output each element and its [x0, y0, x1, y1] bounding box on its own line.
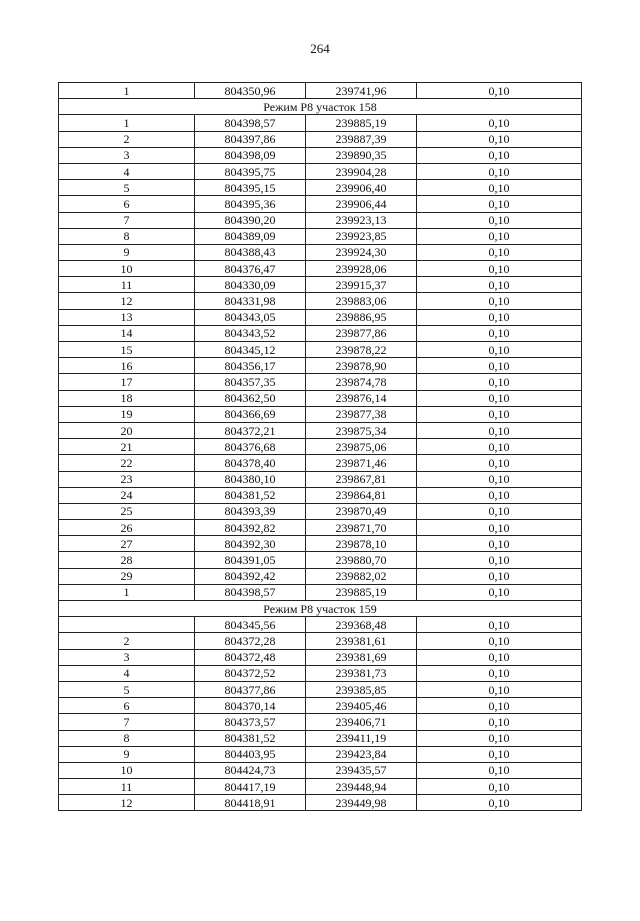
accuracy-cell: 0,10 [417, 649, 582, 665]
y-coordinate-cell: 239928,06 [306, 261, 417, 277]
y-coordinate-cell: 239423,84 [306, 746, 417, 762]
x-coordinate-cell: 804395,75 [195, 163, 306, 179]
x-coordinate-cell: 804357,35 [195, 374, 306, 390]
y-coordinate-cell: 239923,85 [306, 228, 417, 244]
x-coordinate-cell: 804372,48 [195, 649, 306, 665]
table-row [59, 293, 582, 309]
y-coordinate-cell: 239449,98 [306, 795, 417, 811]
table-row [59, 147, 582, 163]
x-coordinate-cell: 804388,43 [195, 244, 306, 260]
y-coordinate-cell: 239448,94 [306, 779, 417, 795]
x-coordinate-cell: 804356,17 [195, 358, 306, 374]
y-coordinate-cell: 239411,19 [306, 730, 417, 746]
point-number-cell: 7 [59, 714, 195, 730]
table-row [59, 422, 582, 438]
accuracy-cell: 0,10 [417, 131, 582, 147]
x-coordinate-cell: 804362,50 [195, 390, 306, 406]
point-number-cell: 1 [59, 83, 195, 99]
x-coordinate-cell: 804372,21 [195, 422, 306, 438]
x-coordinate-cell: 804377,86 [195, 681, 306, 697]
x-coordinate-cell: 804392,82 [195, 520, 306, 536]
accuracy-cell: 0,10 [417, 552, 582, 568]
point-number-cell: 26 [59, 520, 195, 536]
x-coordinate-cell: 804392,30 [195, 536, 306, 552]
y-coordinate-cell: 239381,69 [306, 649, 417, 665]
point-number-cell: 11 [59, 277, 195, 293]
point-number-cell: 1 [59, 115, 195, 131]
point-number-cell: 7 [59, 212, 195, 228]
section-header-row [59, 601, 582, 617]
point-number-cell: 27 [59, 536, 195, 552]
point-number-cell: 23 [59, 471, 195, 487]
point-number-cell: 10 [59, 762, 195, 778]
y-coordinate-cell: 239877,86 [306, 325, 417, 341]
x-coordinate-cell: 804380,10 [195, 471, 306, 487]
table-row [59, 439, 582, 455]
table-row [59, 261, 582, 277]
accuracy-cell: 0,10 [417, 406, 582, 422]
accuracy-cell: 0,10 [417, 180, 582, 196]
x-coordinate-cell: 804372,52 [195, 665, 306, 681]
y-coordinate-cell: 239406,71 [306, 714, 417, 730]
accuracy-cell: 0,10 [417, 228, 582, 244]
x-coordinate-cell: 804424,73 [195, 762, 306, 778]
x-coordinate-cell: 804398,57 [195, 115, 306, 131]
y-coordinate-cell: 239741,96 [306, 83, 417, 99]
point-number-cell: 4 [59, 665, 195, 681]
accuracy-cell: 0,10 [417, 779, 582, 795]
accuracy-cell: 0,10 [417, 244, 582, 260]
section-header-row [59, 99, 582, 115]
y-coordinate-cell: 239871,46 [306, 455, 417, 471]
accuracy-cell: 0,10 [417, 665, 582, 681]
table-row [59, 163, 582, 179]
table-row [59, 503, 582, 519]
table-row [59, 115, 582, 131]
x-coordinate-cell: 804343,05 [195, 309, 306, 325]
accuracy-cell: 0,10 [417, 422, 582, 438]
table-row [59, 568, 582, 584]
table-row [59, 244, 582, 260]
accuracy-cell: 0,10 [417, 261, 582, 277]
y-coordinate-cell: 239385,85 [306, 681, 417, 697]
accuracy-cell: 0,10 [417, 342, 582, 358]
y-coordinate-cell: 239871,70 [306, 520, 417, 536]
y-coordinate-cell: 239874,78 [306, 374, 417, 390]
point-number-cell: 9 [59, 244, 195, 260]
y-coordinate-cell: 239405,46 [306, 698, 417, 714]
point-number-cell: 20 [59, 422, 195, 438]
table-row [59, 228, 582, 244]
y-coordinate-cell: 239875,06 [306, 439, 417, 455]
x-coordinate-cell: 804392,42 [195, 568, 306, 584]
table-row [59, 471, 582, 487]
x-coordinate-cell: 804403,95 [195, 746, 306, 762]
table-row [59, 131, 582, 147]
table-row [59, 649, 582, 665]
table-row [59, 698, 582, 714]
accuracy-cell: 0,10 [417, 471, 582, 487]
x-coordinate-cell: 804370,14 [195, 698, 306, 714]
table-row [59, 358, 582, 374]
table-row [59, 455, 582, 471]
x-coordinate-cell: 804376,68 [195, 439, 306, 455]
table-row [59, 342, 582, 358]
point-number-cell: 3 [59, 147, 195, 163]
x-coordinate-cell: 804395,15 [195, 180, 306, 196]
x-coordinate-cell: 804350,96 [195, 83, 306, 99]
point-number-cell: 28 [59, 552, 195, 568]
point-number-cell: 24 [59, 487, 195, 503]
x-coordinate-cell: 804376,47 [195, 261, 306, 277]
y-coordinate-cell: 239368,48 [306, 617, 417, 633]
point-number-cell: 2 [59, 131, 195, 147]
y-coordinate-cell: 239867,81 [306, 471, 417, 487]
accuracy-cell: 0,10 [417, 536, 582, 552]
table-row [59, 196, 582, 212]
point-number-cell: 9 [59, 746, 195, 762]
table-row [59, 714, 582, 730]
y-coordinate-cell: 239878,10 [306, 536, 417, 552]
accuracy-cell: 0,10 [417, 390, 582, 406]
x-coordinate-cell: 804389,09 [195, 228, 306, 244]
y-coordinate-cell: 239904,28 [306, 163, 417, 179]
y-coordinate-cell: 239885,19 [306, 584, 417, 600]
y-coordinate-cell: 239924,30 [306, 244, 417, 260]
accuracy-cell: 0,10 [417, 714, 582, 730]
point-number-cell: 3 [59, 649, 195, 665]
accuracy-cell: 0,10 [417, 374, 582, 390]
accuracy-cell: 0,10 [417, 730, 582, 746]
x-coordinate-cell: 804378,40 [195, 455, 306, 471]
point-number-cell: 5 [59, 180, 195, 196]
table-row [59, 520, 582, 536]
y-coordinate-cell: 239381,61 [306, 633, 417, 649]
accuracy-cell: 0,10 [417, 83, 582, 99]
accuracy-cell: 0,10 [417, 325, 582, 341]
x-coordinate-cell: 804417,19 [195, 779, 306, 795]
table-row [59, 762, 582, 778]
accuracy-cell: 0,10 [417, 568, 582, 584]
accuracy-cell: 0,10 [417, 358, 582, 374]
point-number-cell: 12 [59, 293, 195, 309]
y-coordinate-cell: 239906,40 [306, 180, 417, 196]
accuracy-cell: 0,10 [417, 681, 582, 697]
y-coordinate-cell: 239381,73 [306, 665, 417, 681]
table-row [59, 795, 582, 811]
table-row [59, 633, 582, 649]
x-coordinate-cell: 804397,86 [195, 131, 306, 147]
point-number-cell: 17 [59, 374, 195, 390]
accuracy-cell: 0,10 [417, 698, 582, 714]
x-coordinate-cell: 804381,52 [195, 730, 306, 746]
table-row [59, 617, 582, 633]
y-coordinate-cell: 239923,13 [306, 212, 417, 228]
coordinates-table-body [59, 83, 582, 811]
point-number-cell: 16 [59, 358, 195, 374]
x-coordinate-cell: 804395,36 [195, 196, 306, 212]
y-coordinate-cell: 239906,44 [306, 196, 417, 212]
x-coordinate-cell: 804373,57 [195, 714, 306, 730]
accuracy-cell: 0,10 [417, 746, 582, 762]
table-row [59, 212, 582, 228]
point-number-cell: 4 [59, 163, 195, 179]
point-number-cell: 13 [59, 309, 195, 325]
point-number-cell: 5 [59, 681, 195, 697]
accuracy-cell: 0,10 [417, 309, 582, 325]
point-number-cell: 19 [59, 406, 195, 422]
accuracy-cell: 0,10 [417, 196, 582, 212]
accuracy-cell: 0,10 [417, 633, 582, 649]
section-header-cell: Режим Р8 участок 159 [59, 601, 582, 617]
y-coordinate-cell: 239882,02 [306, 568, 417, 584]
accuracy-cell: 0,10 [417, 212, 582, 228]
y-coordinate-cell: 239887,39 [306, 131, 417, 147]
table-row [59, 83, 582, 99]
accuracy-cell: 0,10 [417, 503, 582, 519]
y-coordinate-cell: 239878,90 [306, 358, 417, 374]
y-coordinate-cell: 239890,35 [306, 147, 417, 163]
point-number-cell: 22 [59, 455, 195, 471]
table-row [59, 325, 582, 341]
point-number-cell: 15 [59, 342, 195, 358]
accuracy-cell: 0,10 [417, 762, 582, 778]
point-number-cell: 1 [59, 584, 195, 600]
y-coordinate-cell: 239875,34 [306, 422, 417, 438]
x-coordinate-cell: 804366,69 [195, 406, 306, 422]
x-coordinate-cell: 804331,98 [195, 293, 306, 309]
y-coordinate-cell: 239880,70 [306, 552, 417, 568]
coordinates-table [58, 82, 582, 811]
table-row [59, 406, 582, 422]
point-number-cell: 10 [59, 261, 195, 277]
accuracy-cell: 0,10 [417, 520, 582, 536]
accuracy-cell: 0,10 [417, 277, 582, 293]
y-coordinate-cell: 239870,49 [306, 503, 417, 519]
x-coordinate-cell: 804398,57 [195, 584, 306, 600]
accuracy-cell: 0,10 [417, 163, 582, 179]
y-coordinate-cell: 239878,22 [306, 342, 417, 358]
point-number-cell: 6 [59, 196, 195, 212]
accuracy-cell: 0,10 [417, 487, 582, 503]
y-coordinate-cell: 239877,38 [306, 406, 417, 422]
y-coordinate-cell: 239886,95 [306, 309, 417, 325]
table-row [59, 390, 582, 406]
point-number-cell: 18 [59, 390, 195, 406]
table-row [59, 374, 582, 390]
point-number-cell: 29 [59, 568, 195, 584]
point-number-cell: 25 [59, 503, 195, 519]
x-coordinate-cell: 804418,91 [195, 795, 306, 811]
section-header-cell: Режим Р8 участок 158 [59, 99, 582, 115]
point-number-cell: 11 [59, 779, 195, 795]
accuracy-cell: 0,10 [417, 617, 582, 633]
point-number-cell: 14 [59, 325, 195, 341]
point-number-cell [59, 617, 195, 633]
table-row [59, 681, 582, 697]
table-row [59, 277, 582, 293]
x-coordinate-cell: 804393,39 [195, 503, 306, 519]
accuracy-cell: 0,10 [417, 584, 582, 600]
accuracy-cell: 0,10 [417, 455, 582, 471]
accuracy-cell: 0,10 [417, 439, 582, 455]
point-number-cell: 6 [59, 698, 195, 714]
point-number-cell: 2 [59, 633, 195, 649]
x-coordinate-cell: 804390,20 [195, 212, 306, 228]
x-coordinate-cell: 804345,12 [195, 342, 306, 358]
x-coordinate-cell: 804398,09 [195, 147, 306, 163]
table-row [59, 746, 582, 762]
page-number: 264 [310, 41, 330, 56]
y-coordinate-cell: 239864,81 [306, 487, 417, 503]
x-coordinate-cell: 804372,28 [195, 633, 306, 649]
x-coordinate-cell: 804391,05 [195, 552, 306, 568]
y-coordinate-cell: 239883,06 [306, 293, 417, 309]
accuracy-cell: 0,10 [417, 293, 582, 309]
y-coordinate-cell: 239435,57 [306, 762, 417, 778]
table-row [59, 730, 582, 746]
x-coordinate-cell: 804345,56 [195, 617, 306, 633]
point-number-cell: 21 [59, 439, 195, 455]
y-coordinate-cell: 239885,19 [306, 115, 417, 131]
y-coordinate-cell: 239915,37 [306, 277, 417, 293]
table-row [59, 552, 582, 568]
point-number-cell: 8 [59, 730, 195, 746]
accuracy-cell: 0,10 [417, 795, 582, 811]
y-coordinate-cell: 239876,14 [306, 390, 417, 406]
table-row [59, 665, 582, 681]
accuracy-cell: 0,10 [417, 115, 582, 131]
table-row [59, 584, 582, 600]
table-row [59, 180, 582, 196]
table-row [59, 309, 582, 325]
x-coordinate-cell: 804381,52 [195, 487, 306, 503]
point-number-cell: 12 [59, 795, 195, 811]
point-number-cell: 8 [59, 228, 195, 244]
table-row [59, 536, 582, 552]
table-row [59, 487, 582, 503]
accuracy-cell: 0,10 [417, 147, 582, 163]
x-coordinate-cell: 804343,52 [195, 325, 306, 341]
x-coordinate-cell: 804330,09 [195, 277, 306, 293]
table-row [59, 779, 582, 795]
